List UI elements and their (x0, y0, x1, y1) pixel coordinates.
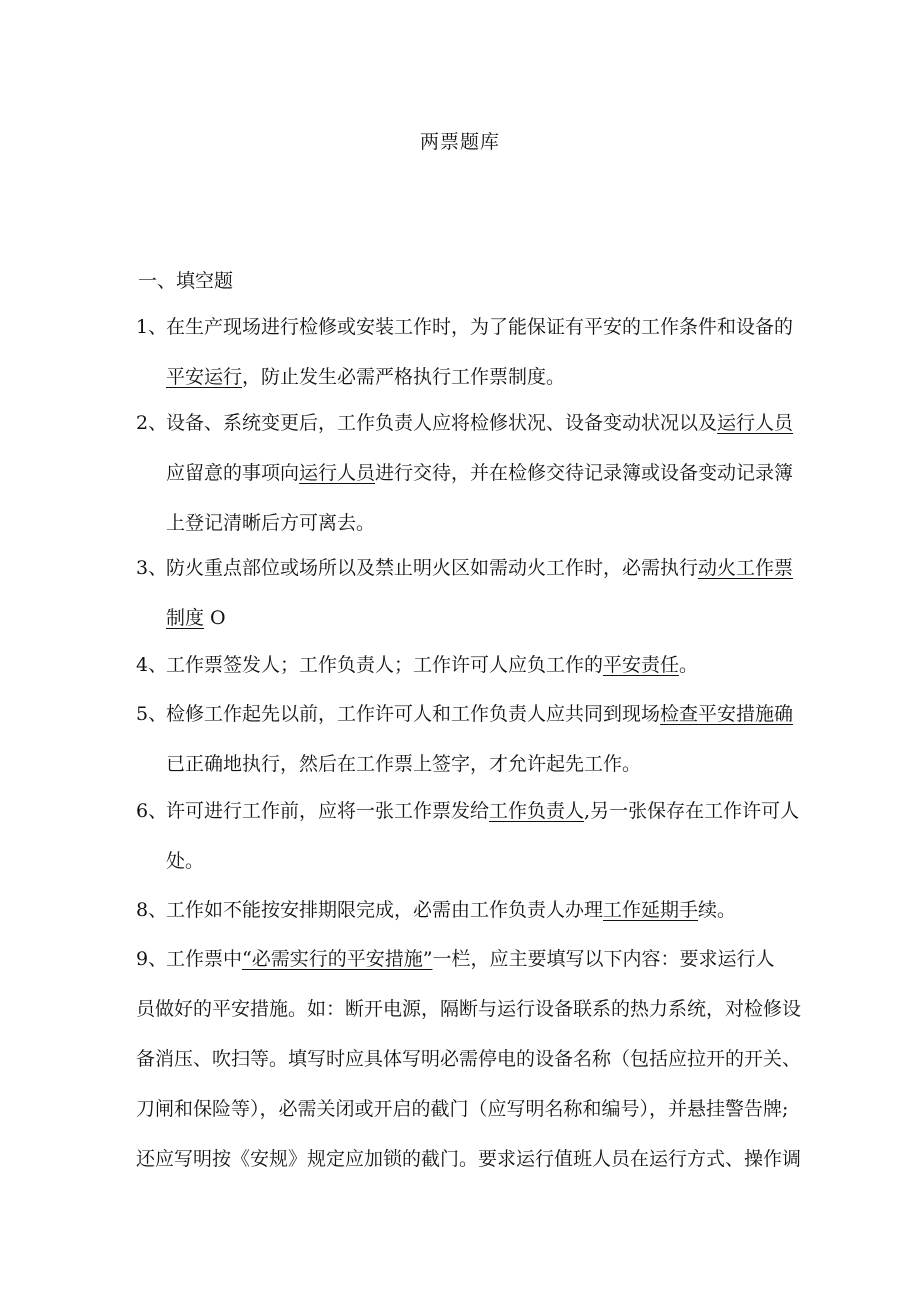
question-number: 3、 (136, 557, 168, 579)
question-4 (136, 640, 786, 690)
question-2-line-2: 应留意的事项向运行人员进行交待，并在检修交待记录簿或设备变动记录簿 (166, 462, 794, 484)
question-1-line-1: 1、在生产现场进行检修或安装工作时，为了能保证有平安的工作条件和设备的 (136, 302, 786, 352)
question-6 (136, 786, 800, 886)
question-3-line-1: 3、防火重点部位或场所以及禁止明火区如需动火工作时，必需执行动火工作票 (136, 543, 786, 593)
section-heading: 一、填空题 (138, 270, 234, 292)
page-title: 两票题库 (419, 131, 500, 153)
question-number: 8、 (136, 899, 168, 921)
question-1 (136, 302, 794, 402)
question-8 (136, 885, 786, 935)
answer-blank: 动火工作票 (698, 557, 794, 579)
question-6-line-1: 6、许可进行工作前，应将一张工作票发给工作负责人,另一张保存在工作许可人 (136, 786, 786, 836)
question-number: 5、 (136, 703, 168, 725)
question-number: 1、 (136, 316, 168, 338)
question-9 (136, 934, 802, 1184)
question-2-line-1: 2、设备、系统变更后，工作负责人应将检修状况、设备变动状况以及运行人员 (136, 398, 786, 448)
question-2 (136, 398, 794, 548)
question-5 (136, 689, 794, 789)
question-5-line-2: 已正确地执行，然后在工作票上签字，才允许起先工作。 (166, 753, 642, 775)
question-5-line-1: 5、检修工作起先以前，工作许可人和工作负责人应共同到现场检查平安措施确 (136, 689, 786, 739)
question-9-line-4: 刀闸和保险等），必需关闭或开启的截门（应写明名称和编号），并悬挂警告牌; (136, 1098, 789, 1120)
question-6-line-2: 处。 (166, 850, 205, 872)
question-9-line-2: 员做好的平安措施。如：断开电源，隔断与运行设备联系的热力系统，对检修设 (136, 998, 802, 1020)
question-9-line-5: 还应写明按《安规》规定应加锁的截门。要求运行值班人员在运行方式、操作调 (136, 1148, 802, 1170)
question-1-line-2: 平安运行，防止发生必需严格执行工作票制度。 (166, 366, 566, 388)
answer-blank: 检查平安措施确 (660, 703, 794, 725)
answer-blank: 工作负责人 (489, 800, 585, 822)
question-9-line-3: 备消压、吹扫等。填写时应具体写明必需停电的设备名称（包括应拉开的开关、 (136, 1048, 802, 1070)
answer-blank: 平安责任 (603, 654, 680, 676)
answer-blank: 制度 (166, 607, 205, 629)
question-9-line-1: 9、工作票中“必需实行的平安措施”一栏，应主要填写以下内容：要求运行人 (136, 934, 786, 984)
question-number: 6、 (136, 800, 168, 822)
question-3-line-2: 制度 O (166, 607, 226, 629)
question-2-line-3: 上登记清晰后方可离去。 (166, 512, 376, 534)
answer-blank: 运行人员 (717, 412, 794, 434)
question-number: 9、 (136, 948, 168, 970)
question-8-line-1: 8、工作如不能按安排期限完成，必需由工作负责人办理工作延期手续。 (136, 885, 786, 935)
answer-blank: 平安运行 (166, 366, 243, 388)
answer-blank: “必需实行的平安措施” (242, 948, 433, 970)
answer-blank: 运行人员 (299, 462, 376, 484)
question-number: 2、 (136, 412, 168, 434)
question-3 (136, 543, 794, 643)
question-4-line-1: 4、工作票签发人；工作负责人；工作许可人应负工作的平安责任。 (136, 640, 786, 690)
answer-blank: 工作延期手 (603, 899, 699, 921)
question-number: 4、 (136, 654, 168, 676)
